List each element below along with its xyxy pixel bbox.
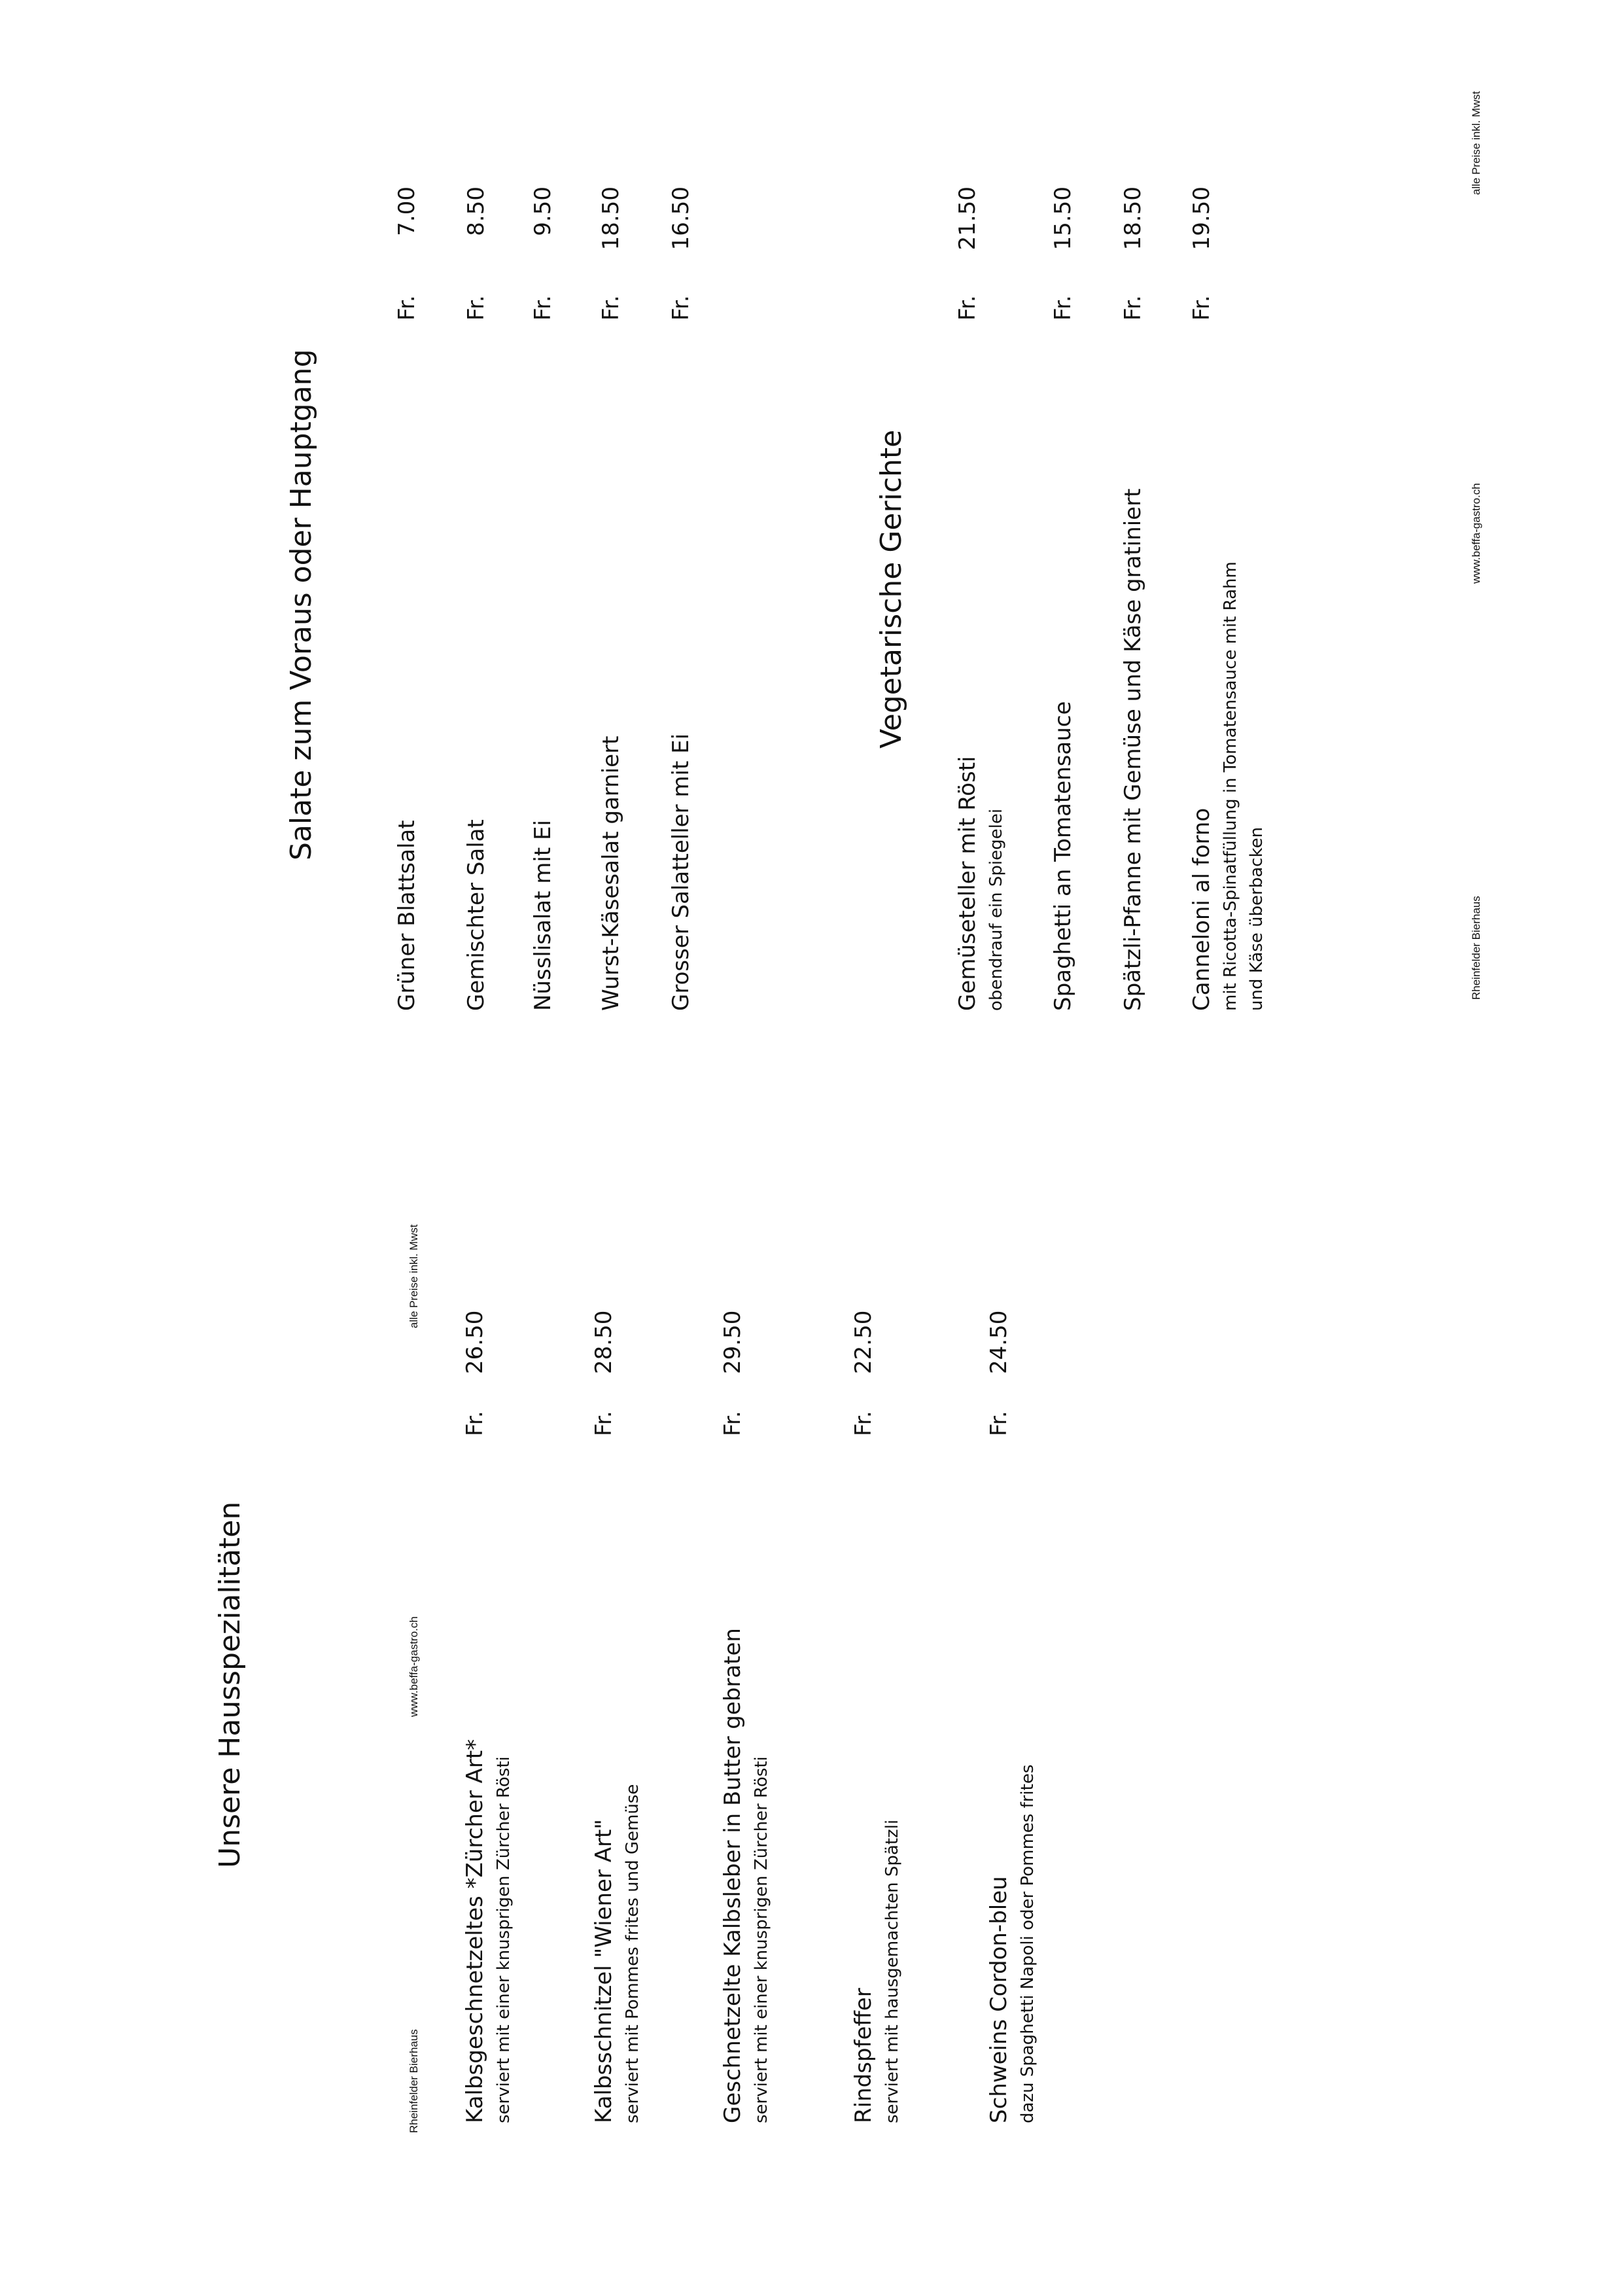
- price-value: 9.50: [530, 186, 556, 236]
- price-value: 15.50: [1050, 186, 1076, 251]
- currency-label: Fr.: [463, 295, 489, 321]
- veg-dish-description: mit Ricotta-Spinatfüllung in Tomatensauce mit Rahm: [1221, 561, 1240, 1011]
- footer-center: www.beffa-gastro.ch: [408, 1616, 420, 1717]
- price-value: 29.50: [720, 1310, 746, 1374]
- currency-label: Fr.: [668, 295, 694, 321]
- footer-left: Rheinfelder Bierhaus: [1470, 896, 1482, 1000]
- salad-name: Grosser Salatteller mit Ei: [668, 733, 694, 1011]
- price-value: 18.50: [1120, 186, 1146, 251]
- dish-description: serviert mit einer knusprigen Zürcher Rösti: [494, 1756, 514, 2123]
- currency-label: Fr.: [591, 1411, 617, 1436]
- price-value: 21.50: [954, 186, 981, 251]
- section-title-salads: Salate zum Voraus oder Hauptgang: [285, 349, 318, 860]
- salad-name: Grüner Blattsalat: [394, 820, 420, 1011]
- veg-dish-name: Spätzli-Pfanne mit Gemüse und Käse gratiniert: [1120, 488, 1146, 1011]
- dish-description: serviert mit hausgemachten Spätzli: [882, 1819, 902, 2123]
- salad-price: [530, 186, 556, 321]
- salad-price: [598, 186, 624, 321]
- price-value: 7.00: [394, 186, 420, 236]
- veg-dish-price: [954, 186, 981, 321]
- currency-label: Fr.: [1050, 295, 1076, 321]
- dish-name: Rindspfeffer: [850, 1988, 877, 2123]
- veg-dish-price: [1050, 186, 1076, 321]
- price-value: 24.50: [986, 1310, 1012, 1374]
- dish-name: Geschnetzelte Kalbsleber in Butter gebraten: [720, 1628, 746, 2123]
- salad-price: [394, 186, 420, 321]
- dish-name: Kalbsgeschnetzeltes *Zürcher Art*: [462, 1739, 488, 2123]
- dish-price: [462, 1311, 488, 1436]
- salad-price: [668, 186, 694, 321]
- dish-description: serviert mit Pommes frites und Gemüse: [623, 1784, 642, 2123]
- salad-price: [463, 186, 489, 321]
- dish-price: [591, 1311, 617, 1436]
- price-value: 16.50: [668, 186, 694, 251]
- price-value: 19.50: [1189, 186, 1215, 251]
- veg-dish-name: Spaghetti an Tomatensauce: [1050, 701, 1076, 1011]
- price-value: 18.50: [598, 186, 624, 251]
- veg-dish-price: [1189, 186, 1215, 321]
- currency-label: Fr.: [1189, 295, 1215, 321]
- salad-name: Gemischter Salat: [463, 819, 489, 1011]
- currency-label: Fr.: [598, 295, 624, 321]
- currency-label: Fr.: [530, 295, 556, 321]
- currency-label: Fr.: [986, 1411, 1012, 1436]
- footer-right: alle Preise inkl. Mwst: [408, 1224, 420, 1328]
- salad-name: Nüsslisalat mit Ei: [530, 820, 556, 1011]
- currency-label: Fr.: [462, 1411, 488, 1436]
- salad-name: Wurst-Käsesalat garniert: [598, 735, 624, 1011]
- veg-dish-description: obendrauf ein Spiegelei: [986, 808, 1006, 1011]
- footer-center: www.beffa-gastro.ch: [1470, 483, 1482, 584]
- currency-label: Fr.: [850, 1411, 877, 1436]
- currency-label: Fr.: [954, 295, 981, 321]
- dish-description: serviert mit einer knusprigen Zürcher Rösti: [752, 1756, 771, 2123]
- price-value: 26.50: [462, 1310, 488, 1374]
- section-title-house-specialties: Unsere Hausspezialitäten: [213, 1501, 247, 1868]
- dish-price: [850, 1311, 877, 1436]
- currency-label: Fr.: [394, 295, 420, 321]
- veg-dish-price: [1120, 186, 1146, 321]
- currency-label: Fr.: [1120, 295, 1146, 321]
- section-title-vegetarian: Vegetarische Gerichte: [875, 429, 908, 749]
- dish-price: [986, 1311, 1012, 1436]
- veg-dish-description-line2: und Käse überbacken: [1247, 826, 1266, 1011]
- veg-dish-name: Canneloni al forno: [1189, 807, 1215, 1011]
- veg-dish-name: Gemüseteller mit Rösti: [954, 756, 981, 1011]
- dish-name: Kalbsschnitzel "Wiener Art": [591, 1819, 617, 2123]
- dish-description: dazu Spaghetti Napoli oder Pommes frites: [1018, 1764, 1038, 2123]
- price-value: 8.50: [463, 186, 489, 236]
- currency-label: Fr.: [720, 1411, 746, 1436]
- price-value: 22.50: [850, 1310, 877, 1374]
- dish-price: [720, 1311, 746, 1436]
- footer-left: Rheinfelder Bierhaus: [408, 2029, 420, 2133]
- dish-name: Schweins Cordon-bleu: [986, 1876, 1012, 2123]
- price-value: 28.50: [591, 1310, 617, 1374]
- footer-right: alle Preise inkl. Mwst: [1470, 91, 1482, 195]
